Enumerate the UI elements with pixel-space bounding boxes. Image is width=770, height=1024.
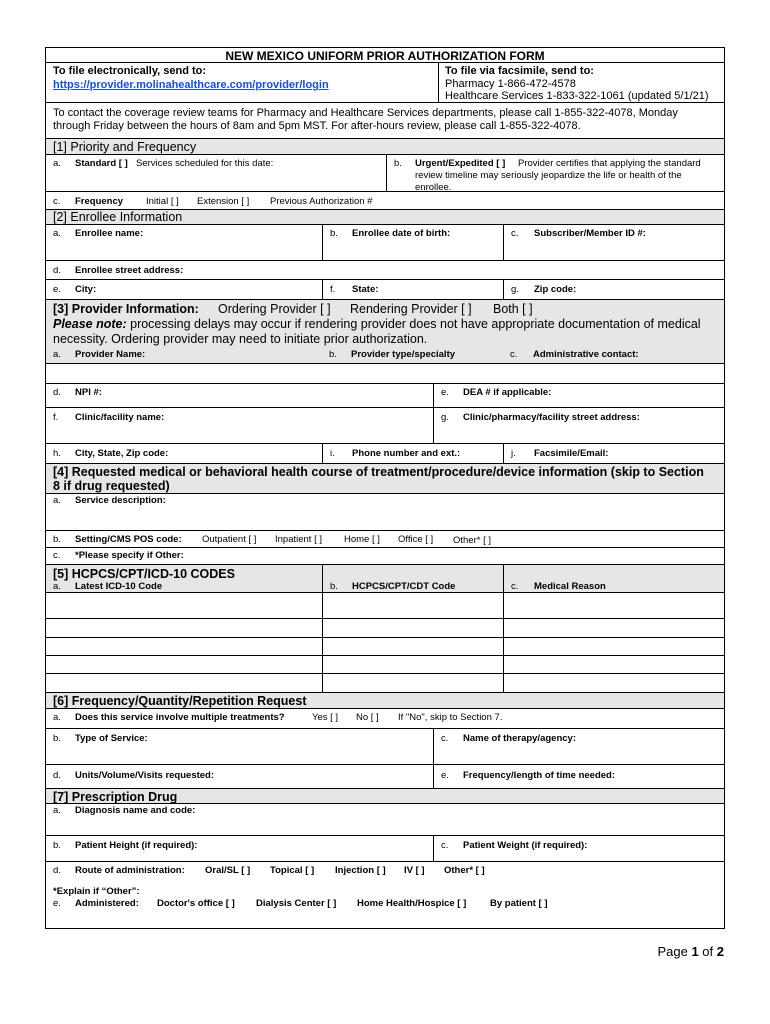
- inpatient-checkbox[interactable]: Inpatient [ ]: [275, 534, 323, 545]
- injection-checkbox[interactable]: Injection [ ]: [335, 865, 386, 876]
- item-letter: c.: [510, 349, 518, 360]
- note-text: processing delays may occur if rendering provider does not have appropriate documentation of medical: [126, 317, 701, 331]
- item-letter: g.: [441, 412, 449, 423]
- current-page: 1: [691, 944, 699, 959]
- reason-cell[interactable]: [503, 593, 724, 618]
- route-label: Route of administration:: [75, 865, 185, 876]
- item-letter: h.: [53, 448, 61, 459]
- section-2-heading-row: [46, 210, 724, 225]
- standard-label: Services scheduled for this date:: [136, 158, 274, 169]
- diagnosis-row: [46, 804, 724, 836]
- icd10-column-label: Latest ICD-10 Code: [75, 581, 163, 592]
- frequency-label: Frequency: [75, 196, 124, 207]
- hcpcs-cell[interactable]: [322, 656, 503, 673]
- topical-checkbox[interactable]: Topical [ ]: [270, 865, 315, 876]
- multiple-treatments-row: [46, 709, 724, 729]
- electronic-label: To file electronically, send to:: [53, 65, 207, 77]
- item-letter: c.: [53, 196, 61, 207]
- setting-row: [46, 531, 724, 548]
- outpatient-checkbox[interactable]: Outpatient [ ]: [202, 534, 257, 545]
- npi-field[interactable]: NPI #:: [75, 387, 102, 398]
- phone-cell: [322, 444, 503, 463]
- enrollee-name-row: [46, 225, 724, 261]
- city-field[interactable]: City:: [75, 284, 97, 295]
- item-letter: f.: [53, 412, 59, 423]
- item-letter: j.: [511, 448, 516, 459]
- zip-cell: [503, 280, 724, 299]
- section-6-heading-row: [46, 693, 724, 709]
- frequency-length-cell: [433, 765, 724, 788]
- item-letter: b.: [53, 534, 61, 545]
- administered-label: Administered:: [75, 898, 139, 909]
- member-id-cell: [503, 225, 724, 260]
- multiple-treatments-label: Does this service involve multiple treatments?: [75, 712, 285, 723]
- page-number: [657, 944, 724, 959]
- iv-checkbox[interactable]: IV [ ]: [404, 865, 425, 876]
- form-title: NEW MEXICO UNIFORM PRIOR AUTHORIZATION FORM: [225, 49, 545, 63]
- section-2-heading: [2] Enrollee Information: [53, 210, 183, 224]
- contact-info: [46, 103, 724, 139]
- item-letter: c.: [441, 840, 449, 851]
- section-4-heading-line-2: 8 if drug requested): [53, 479, 170, 493]
- ordering-provider-checkbox[interactable]: Ordering Provider [ ]: [218, 302, 331, 316]
- item-letter: b.: [394, 158, 402, 169]
- previous-authorization-field[interactable]: Previous Authorization #: [270, 196, 373, 207]
- rendering-provider-checkbox[interactable]: Rendering Provider [ ]: [350, 302, 472, 316]
- units-row: [46, 765, 724, 789]
- medical-reason-column-label: Medical Reason: [534, 581, 606, 592]
- provider-contact-row: [46, 444, 724, 464]
- frequency-row: [46, 192, 724, 210]
- reason-cell[interactable]: [503, 619, 724, 637]
- service-description-row: [46, 494, 724, 531]
- member-id-field[interactable]: Subscriber/Member ID #:: [534, 228, 646, 239]
- weight-cell: [433, 836, 724, 861]
- state-field[interactable]: State:: [352, 284, 379, 295]
- item-letter: d.: [53, 387, 61, 398]
- fax-pharmacy: Pharmacy 1-866-472-4578: [445, 78, 576, 90]
- spacer-row: [46, 364, 724, 384]
- item-letter: c.: [511, 581, 519, 592]
- item-letter: a.: [53, 228, 61, 239]
- item-letter: e.: [441, 770, 449, 781]
- initial-checkbox[interactable]: Initial [ ]: [146, 196, 179, 207]
- by-patient-checkbox[interactable]: By patient [ ]: [490, 898, 548, 909]
- urgent-text-1: Provider certifies that applying the standard: [518, 158, 701, 169]
- item-letter: a.: [53, 581, 61, 592]
- provider-portal-link[interactable]: https://provider.molinahealthcare.com/provider/login: [53, 79, 329, 91]
- provider-name-field[interactable]: Provider Name:: [75, 349, 146, 360]
- hcpcs-cell[interactable]: [322, 593, 503, 618]
- clinic-address-cell: [433, 408, 724, 443]
- other-specify-row: [46, 548, 724, 565]
- reason-header-cell: [503, 565, 724, 592]
- diagnosis-field[interactable]: Diagnosis name and code:: [75, 805, 196, 816]
- reason-cell[interactable]: [503, 656, 724, 673]
- clinic-name-field[interactable]: Clinic/facility name:: [75, 412, 165, 423]
- service-type-row: [46, 729, 724, 765]
- clinic-address-field[interactable]: Clinic/pharmacy/facility street address:: [463, 412, 640, 423]
- item-letter: d.: [53, 770, 61, 781]
- fax-healthcare: Healthcare Services 1-833-322-1061 (updated 5/1/21): [445, 90, 709, 102]
- street-address-field[interactable]: Enrollee street address:: [75, 265, 184, 276]
- dob-cell: [322, 225, 503, 260]
- urgent-text-3: enrollee.: [415, 182, 452, 193]
- code-table-row[interactable]: [46, 674, 724, 693]
- street-address-row: [46, 261, 724, 280]
- skip-instruction: If "No", skip to Section 7.: [398, 712, 503, 723]
- section-5-heading: [5] HCPCS/CPT/ICD-10 CODES: [53, 567, 235, 581]
- explain-other-field[interactable]: *Explain if “Other”:: [53, 886, 140, 897]
- therapy-agency-cell: [433, 729, 724, 764]
- code-table-row[interactable]: [46, 593, 724, 619]
- section-1-heading: [1] Priority and Frequency: [53, 140, 197, 154]
- item-letter: c.: [511, 228, 519, 239]
- form-title-row: [46, 48, 724, 63]
- item-letter: g.: [511, 284, 519, 295]
- hcpcs-cell[interactable]: [322, 674, 503, 692]
- home-checkbox[interactable]: Home [ ]: [344, 534, 380, 545]
- section-3-heading-row: [46, 300, 724, 364]
- item-letter: b.: [330, 581, 338, 592]
- urgent-cell: [386, 155, 724, 191]
- item-letter: d.: [53, 265, 61, 276]
- item-letter: e.: [53, 284, 61, 295]
- extension-checkbox[interactable]: Extension [ ]: [197, 196, 250, 207]
- enrollee-name-field[interactable]: Enrollee name:: [75, 228, 144, 239]
- of-word: of: [698, 944, 717, 959]
- hcpcs-cell[interactable]: [322, 638, 503, 655]
- other-route-checkbox[interactable]: Other* [ ]: [444, 865, 485, 876]
- administrative-contact-field[interactable]: Administrative contact:: [533, 349, 639, 360]
- urgent-text-2: review timeline may seriously jeopardize the life or health of the: [415, 170, 682, 181]
- note-label: Please note:: [53, 317, 127, 331]
- hcpcs-column-label: HCPCS/CPT/CDT Code: [352, 581, 456, 592]
- home-health-checkbox[interactable]: Home Health/Hospice [ ]: [357, 898, 467, 909]
- fax-cell: [438, 63, 724, 102]
- yes-checkbox[interactable]: Yes [ ]: [312, 712, 339, 723]
- code-table-row[interactable]: [46, 638, 724, 656]
- fax-email-field[interactable]: Facsimile/Email:: [534, 448, 609, 459]
- item-letter: e.: [441, 387, 449, 398]
- item-letter: b.: [330, 228, 338, 239]
- item-letter: e.: [53, 898, 61, 909]
- item-letter: a.: [53, 712, 61, 723]
- service-description-field[interactable]: Service description:: [75, 495, 166, 506]
- phone-field[interactable]: Phone number and ext.:: [352, 448, 461, 459]
- city-state-zip-row: [46, 280, 724, 300]
- provider-note: [53, 317, 701, 331]
- total-pages: 2: [716, 944, 724, 959]
- item-letter: b.: [53, 733, 61, 744]
- state-cell: [322, 280, 503, 299]
- filing-header: [46, 63, 724, 103]
- contact-line-2: through Friday between the hours of 8am and 5pm MST. For after-hours review, please call 1-855-322-4078.: [53, 120, 581, 132]
- section-7-heading: [7] Prescription Drug: [53, 790, 178, 804]
- setting-label: Setting/CMS POS code:: [75, 534, 182, 545]
- both-provider-checkbox[interactable]: Both [ ]: [493, 302, 533, 316]
- service-type-field[interactable]: Type of Service:: [75, 733, 148, 744]
- item-letter: b.: [329, 349, 337, 360]
- section-3-heading: [3] Provider Information:: [53, 302, 199, 316]
- item-letter: a.: [53, 158, 61, 169]
- administration-row: [46, 862, 724, 928]
- section-7-heading-row: [46, 789, 724, 804]
- section-1-heading-row: [46, 139, 724, 155]
- reason-cell[interactable]: [503, 638, 724, 655]
- units-field[interactable]: Units/Volume/Visits requested:: [75, 770, 215, 781]
- office-checkbox[interactable]: Office [ ]: [398, 534, 434, 545]
- other-specify-field[interactable]: *Please specify if Other:: [75, 550, 184, 561]
- patient-height-field[interactable]: Patient Height (if required):: [75, 840, 198, 851]
- page-word: Page: [657, 944, 692, 959]
- fax-email-cell: [503, 444, 724, 463]
- provider-note-line-2: necessity. Ordering provider may need to initiate prior authorization.: [53, 332, 428, 346]
- item-letter: i.: [330, 448, 335, 459]
- item-letter: a.: [53, 349, 61, 360]
- hcpcs-cell[interactable]: [322, 619, 503, 637]
- priority-row: [46, 155, 724, 192]
- height-weight-row: [46, 836, 724, 862]
- standard-checkbox[interactable]: Standard [ ]: [75, 158, 128, 169]
- section-6-heading: [6] Frequency/Quantity/Repetition Request: [53, 694, 307, 708]
- section-4-heading-line-1: [4] Requested medical or behavioral health course of treatment/procedure/device information (skip to Section: [53, 465, 704, 479]
- urgent-checkbox[interactable]: Urgent/Expedited [ ]: [415, 158, 506, 169]
- therapy-agency-field[interactable]: Name of therapy/agency:: [463, 733, 576, 744]
- contact-line-1: To contact the coverage review teams for Pharmacy and Healthcare Services departments, please call 1-855-322-4078, Monday: [53, 107, 678, 119]
- patient-weight-field[interactable]: Patient Weight (if required):: [463, 840, 588, 851]
- dea-field[interactable]: DEA # if applicable:: [463, 387, 552, 398]
- hcpcs-header-cell: [322, 565, 503, 592]
- npi-dea-row: [46, 384, 724, 408]
- dea-cell: [433, 384, 724, 407]
- item-letter: b.: [53, 840, 61, 851]
- item-letter: a.: [53, 805, 61, 816]
- section-5-heading-row: [46, 565, 724, 593]
- code-table-row[interactable]: [46, 656, 724, 674]
- doctors-office-checkbox[interactable]: Doctor's office [ ]: [157, 898, 235, 909]
- dialysis-center-checkbox[interactable]: Dialysis Center [ ]: [256, 898, 337, 909]
- oral-checkbox[interactable]: Oral/SL [ ]: [205, 865, 251, 876]
- frequency-length-field[interactable]: Frequency/length of time needed:: [463, 770, 616, 781]
- section-4-heading-row: [46, 464, 724, 494]
- item-letter: d.: [53, 865, 61, 876]
- provider-city-state-zip-field[interactable]: City, State, Zip code:: [75, 448, 169, 459]
- code-table-row[interactable]: [46, 619, 724, 638]
- no-checkbox[interactable]: No [ ]: [356, 712, 379, 723]
- item-letter: f.: [330, 284, 336, 295]
- reason-cell[interactable]: [503, 674, 724, 692]
- clinic-row: [46, 408, 724, 444]
- provider-type-field[interactable]: Provider type/specialty: [351, 349, 456, 360]
- item-letter: c.: [441, 733, 449, 744]
- item-letter: c.: [53, 550, 61, 561]
- enrollee-dob-field[interactable]: Enrollee date of birth:: [352, 228, 451, 239]
- other-checkbox[interactable]: Other* [ ]: [453, 535, 492, 546]
- prior-authorization-form: [45, 47, 725, 929]
- fax-label: To file via facsimile, send to:: [445, 65, 594, 77]
- item-letter: a.: [53, 495, 61, 506]
- zip-field[interactable]: Zip code:: [534, 284, 577, 295]
